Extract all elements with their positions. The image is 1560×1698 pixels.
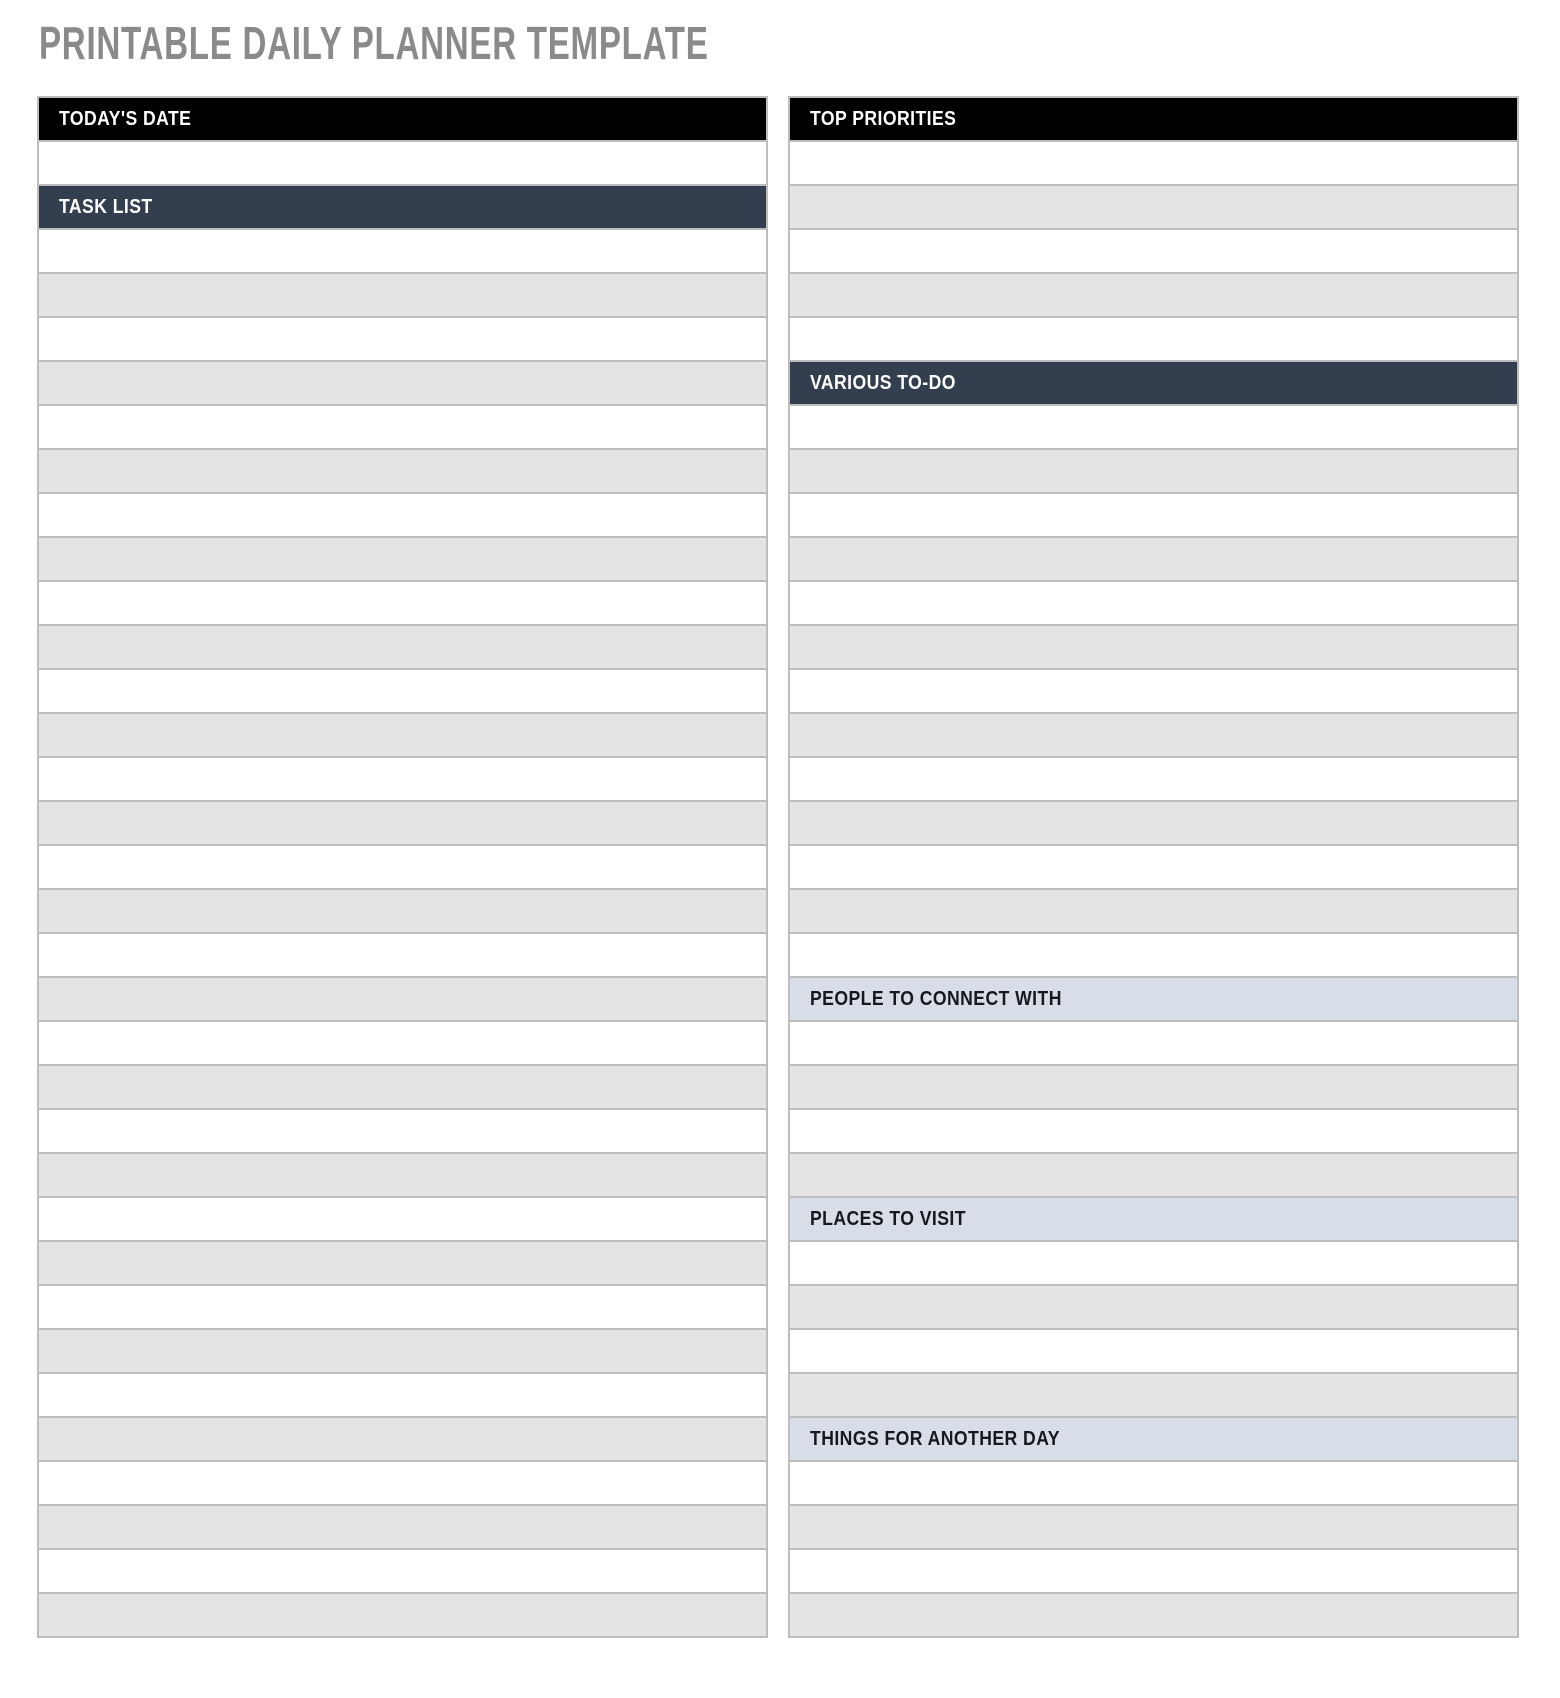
planner-row[interactable] (790, 274, 1517, 316)
planner-row[interactable] (39, 846, 766, 888)
section-header-people-to-connect-with (790, 978, 1517, 1020)
planner-row[interactable] (790, 1066, 1517, 1108)
planner-row[interactable] (790, 934, 1517, 976)
planner-row[interactable] (790, 670, 1517, 712)
planner-row[interactable] (39, 714, 766, 756)
planner-row[interactable] (790, 450, 1517, 492)
planner-row[interactable] (790, 494, 1517, 536)
planner-row[interactable] (39, 538, 766, 580)
planner-row[interactable] (39, 1198, 766, 1240)
planner-row[interactable] (790, 890, 1517, 932)
page-title (39, 17, 1519, 69)
planner-table-left (37, 96, 768, 1638)
planner-row[interactable] (790, 230, 1517, 272)
section-header-various-to-do (790, 362, 1517, 404)
planner-row[interactable] (790, 318, 1517, 360)
planner-row[interactable] (39, 1286, 766, 1328)
section-header-label: PEOPLE TO CONNECT WITH (810, 987, 1062, 1010)
planner-row[interactable] (39, 494, 766, 536)
planner-columns (37, 96, 1519, 1638)
planner-row[interactable] (790, 1286, 1517, 1328)
page (0, 17, 1560, 1698)
planner-row[interactable] (39, 274, 766, 316)
planner-row[interactable] (790, 582, 1517, 624)
planner-row[interactable] (39, 670, 766, 712)
planner-row[interactable] (790, 714, 1517, 756)
section-header-label: VARIOUS TO-DO (810, 371, 956, 394)
section-header-label: TODAY'S DATE (59, 107, 192, 130)
planner-row[interactable] (39, 758, 766, 800)
planner-row[interactable] (790, 1462, 1517, 1504)
planner-row[interactable] (39, 1242, 766, 1284)
section-header-label: PLACES TO VISIT (810, 1207, 966, 1230)
planner-row[interactable] (39, 802, 766, 844)
planner-row[interactable] (790, 538, 1517, 580)
planner-row[interactable] (39, 1066, 766, 1108)
planner-row[interactable] (790, 1374, 1517, 1416)
section-header-label: TASK LIST (59, 195, 153, 218)
planner-row[interactable] (790, 802, 1517, 844)
planner-row[interactable] (790, 1242, 1517, 1284)
section-header-label: TOP PRIORITIES (810, 107, 957, 130)
section-header-today-s-date (39, 98, 766, 140)
section-header-top-priorities (790, 98, 1517, 140)
planner-row[interactable] (39, 230, 766, 272)
planner-row[interactable] (39, 1506, 766, 1548)
planner-row[interactable] (39, 1330, 766, 1372)
planner-row[interactable] (790, 406, 1517, 448)
section-header-things-for-another-day (790, 1418, 1517, 1460)
planner-row[interactable] (790, 1550, 1517, 1592)
planner-row[interactable] (39, 1462, 766, 1504)
planner-row[interactable] (39, 362, 766, 404)
planner-row[interactable] (790, 1154, 1517, 1196)
planner-row[interactable] (790, 1330, 1517, 1372)
planner-row[interactable] (39, 1022, 766, 1064)
planner-row[interactable] (39, 1418, 766, 1460)
planner-row[interactable] (790, 758, 1517, 800)
planner-row[interactable] (39, 318, 766, 360)
planner-table-right (788, 96, 1519, 1638)
planner-row[interactable] (39, 978, 766, 1020)
page-title-text: PRINTABLE DAILY PLANNER TEMPLATE (39, 17, 709, 69)
planner-row[interactable] (39, 1154, 766, 1196)
section-header-task-list (39, 186, 766, 228)
planner-row[interactable] (39, 582, 766, 624)
planner-row[interactable] (790, 1506, 1517, 1548)
planner-row[interactable] (39, 450, 766, 492)
planner-row[interactable] (39, 1374, 766, 1416)
planner-row[interactable] (39, 890, 766, 932)
planner-row[interactable] (39, 406, 766, 448)
planner-row[interactable] (39, 1594, 766, 1636)
section-header-label: THINGS FOR ANOTHER DAY (810, 1427, 1060, 1450)
planner-row[interactable] (790, 1022, 1517, 1064)
planner-row[interactable] (790, 1594, 1517, 1636)
planner-row[interactable] (39, 1110, 766, 1152)
planner-row[interactable] (39, 1550, 766, 1592)
planner-row[interactable] (39, 142, 766, 184)
section-header-places-to-visit (790, 1198, 1517, 1240)
planner-row[interactable] (790, 846, 1517, 888)
planner-row[interactable] (790, 1110, 1517, 1152)
planner-row[interactable] (39, 934, 766, 976)
planner-row[interactable] (790, 142, 1517, 184)
planner-row[interactable] (39, 626, 766, 668)
planner-row[interactable] (790, 186, 1517, 228)
planner-row[interactable] (790, 626, 1517, 668)
